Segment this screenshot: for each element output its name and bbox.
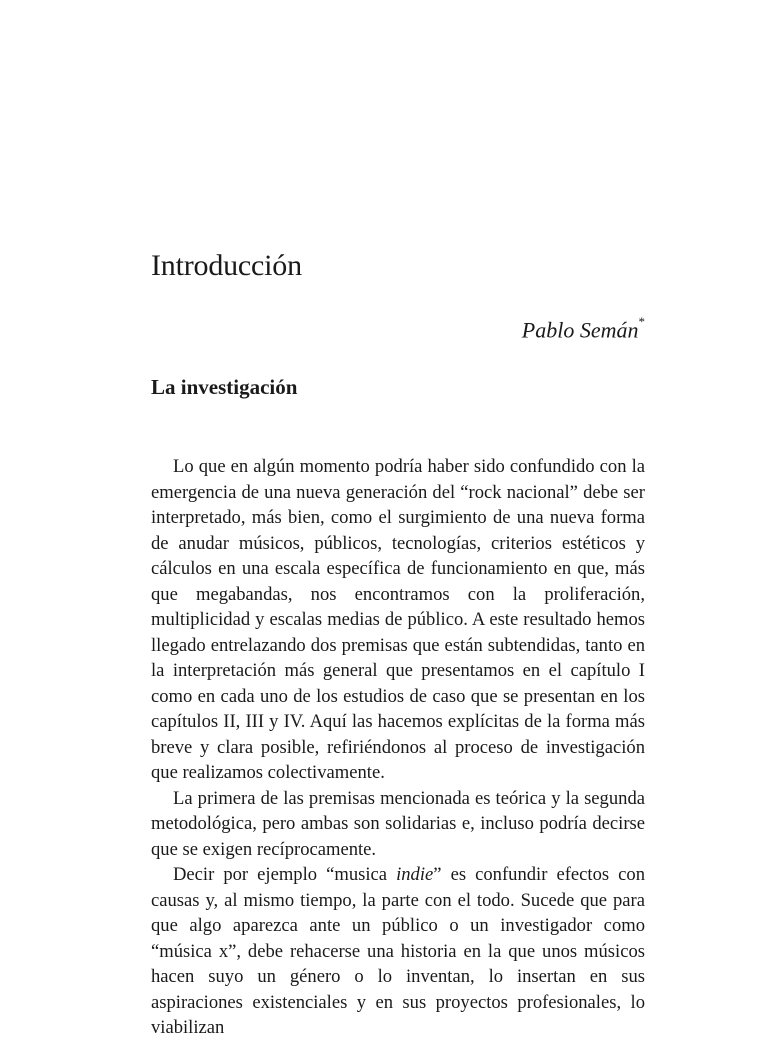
author-footnote-mark: * [638, 314, 645, 329]
author-name: Pablo Semán [521, 317, 639, 343]
paragraph-1: Lo que en algún momento podría haber sido confundido con la emergencia de una nueva generación del “rock nacional” debe ser interpretado, más bien, como el surgimiento de una nueva forma de anudar músicos, públicos, tecnologías, criterios estéticos y cálculos en una escala específica de funcionamiento en que, más que megabandas, nos encontramos con la proliferación, multiplicidad y escalas medias de público. A este resultado hemos llegado entrelazando dos premisas que están subtendidas, tanto en la interpretación más general que presentamos en el capítulo I como en cada uno de los estudios de caso que se presentan en los capítulos II, III y IV. Aquí las hacemos explícitas de la forma más breve y clara posible, refiriéndonos al proceso de investigación que realizamos colectivamente. [151, 456, 645, 783]
paragraph-3 [151, 862, 645, 1041]
paragraph-3-rest: ” es confundir efectos con causas y, al mismo tiempo, la parte con el todo. Sucede que para que algo aparezca ante un público o un investigador como “música x”, debe rehacerse una historia en la que unos músicos hacen suyo un género o lo inventan, lo insertan en sus aspiraciones existenciales y en sus proyectos profesionales, lo viabilizan [151, 864, 645, 1038]
section-title: La investigación [151, 375, 298, 399]
chapter-author [522, 309, 645, 346]
paragraph-2: La primera de las premisas mencionada es teórica y la segunda metodológica, pero ambas son solidarias e, incluso podría decirse que se exigen recíprocamente. [151, 787, 645, 860]
book-page [151, 0, 645, 1038]
body-text [151, 454, 645, 1041]
paragraph-3-emphasis: indie [396, 864, 434, 885]
chapter-title: Introducción [151, 249, 302, 282]
paragraph-3-start: Decir por ejemplo “musica [173, 864, 397, 885]
